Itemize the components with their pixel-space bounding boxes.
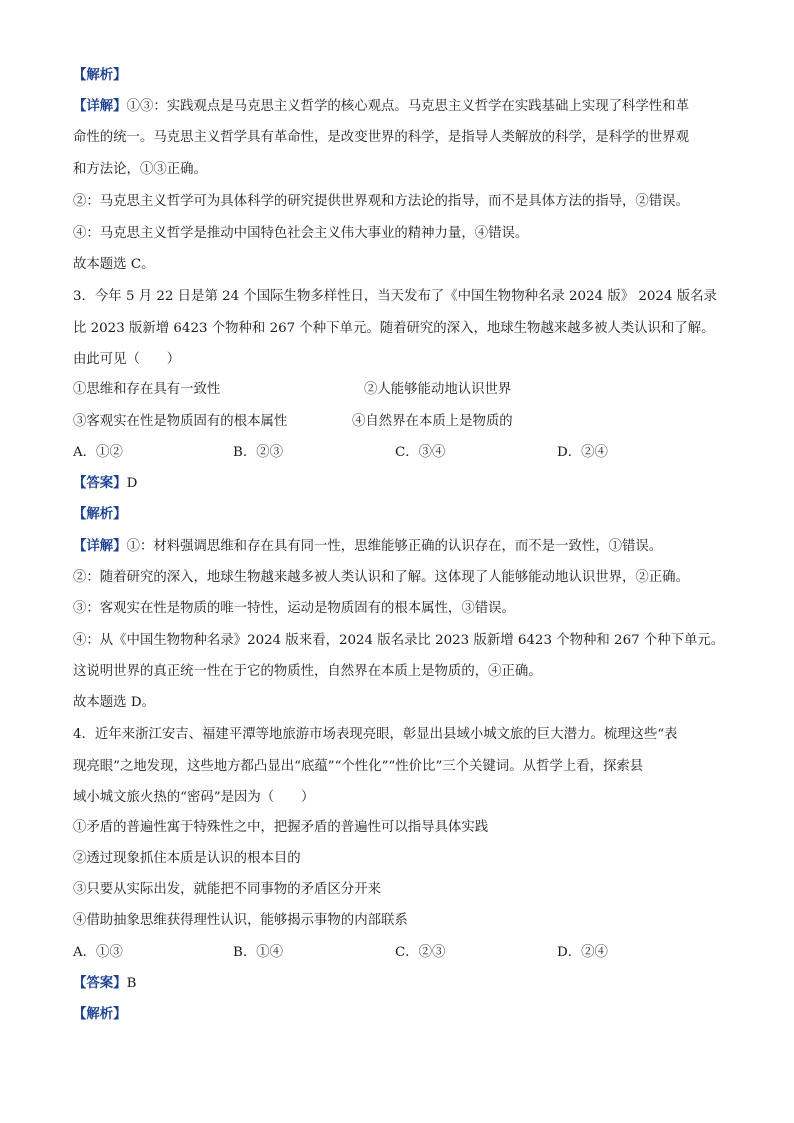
option-a: A．①② <box>73 445 123 460</box>
detail-tag: 【详解】 <box>73 539 127 554</box>
detail-line: 命性的统一。马克思主义哲学具有革命性，是改变世界的科学，是指导人类解放的科学，是科学的世界观 <box>73 130 689 145</box>
answer-tag: 【答案】 <box>73 976 127 991</box>
question-stem: 由此可见（ ） <box>73 352 181 367</box>
option-a: A．①③ <box>73 945 123 960</box>
detail-line: 这说明世界的真正统一性在于它的物质性，自然界在本质上是物质的，④正确。 <box>73 664 542 679</box>
detail-line: ④：马克思主义哲学是推动中国特色社会主义伟大事业的精神力量，④错误。 <box>73 226 529 241</box>
option-d: D．②④ <box>557 945 608 960</box>
analysis-label: 【解析】 <box>73 68 127 83</box>
question-stem: 现亮眼”之地发现，这些地方都凸显出“底蕴”“个性化”“性价比”三个关键词。从哲学上看，探索县 <box>73 759 644 774</box>
conclusion: 故本题选 C。 <box>73 257 155 272</box>
statement-item: ④借助抽象思维获得理性认识，能够揭示事物的内部联系 <box>73 913 408 928</box>
analysis-label: 【解析】 <box>73 1007 127 1022</box>
detail-text: ①③：实践观点是马克思主义哲学的核心观点。马克思主义哲学在实践基础上实现了科学性和革 <box>126 99 689 114</box>
statement-item: ④自然界在本质上是物质的 <box>352 414 513 429</box>
option-c: C．③④ <box>395 445 446 460</box>
answer-tag: 【答案】 <box>73 476 127 491</box>
question-stem: 比 2023 版新增 6423 个物种和 267 个种下单元。随着研究的深入，地球生物越来越多被人类认识和了解。 <box>73 321 715 336</box>
detail-tag: 【详解】 <box>73 99 127 114</box>
detail-line <box>73 98 689 116</box>
question-stem: 域小城文旅火热的“密码”是因为（ ） <box>73 790 315 805</box>
detail-line: ④：从《中国生物物种名录》2024 版来看，2024 版名录比 2023 版新增 6423 个物种和 267 个种下单元。 <box>73 633 725 648</box>
answer-line <box>73 975 136 993</box>
statement-item: ①思维和存在具有一致性 <box>73 382 221 397</box>
answer-value: D <box>126 476 138 491</box>
detail-line: 和方法论，①③正确。 <box>73 162 207 177</box>
answer-line <box>73 475 137 493</box>
statement-item: ②透过现象抓住本质是认识的根本目的 <box>73 851 301 866</box>
option-c: C．②③ <box>395 945 446 960</box>
statement-item: ③只要从实际出发，就能把不同事物的矛盾区分开来 <box>73 882 381 897</box>
question-stem: 3．今年 5 月 22 日是第 24 个国际生物多样性日，当天发布了《中国生物物种名录 2024 版》 2024 版名录 <box>73 289 717 304</box>
detail-line: ②：随着研究的深入，地球生物越来越多被人类认识和了解。这体现了人能够能动地认识世界，②正确。 <box>73 570 689 585</box>
statement-item: ①矛盾的普遍性寓于特殊性之中，把握矛盾的普遍性可以指导具体实践 <box>73 820 489 835</box>
conclusion: 故本题选 D。 <box>73 695 155 710</box>
analysis-label: 【解析】 <box>73 507 127 522</box>
option-d: D．②④ <box>557 445 608 460</box>
option-b: B．②③ <box>233 445 284 460</box>
statement-item: ②人能够能动地认识世界 <box>364 382 512 397</box>
detail-line <box>73 538 662 556</box>
option-b: B．①④ <box>233 945 284 960</box>
detail-text: ①：材料强调思维和存在具有同一性，思维能够正确的认识存在，而不是一致性，①错误。 <box>126 539 663 554</box>
statement-item: ③客观实在性是物质固有的根本属性 <box>73 414 288 429</box>
detail-line: ②：马克思主义哲学可为具体科学的研究提供世界观和方法论的指导，而不是具体方法的指导，②错误。 <box>73 194 689 209</box>
answer-value: B <box>126 976 137 991</box>
detail-line: ③：客观实在性是物质的唯一特性，运动是物质固有的根本属性，③错误。 <box>73 601 515 616</box>
question-stem: 4．近年来浙江安吉、福建平潭等地旅游市场表现亮眼，彰显出县域小城文旅的巨大潜力。梳理这些“表 <box>73 727 678 742</box>
